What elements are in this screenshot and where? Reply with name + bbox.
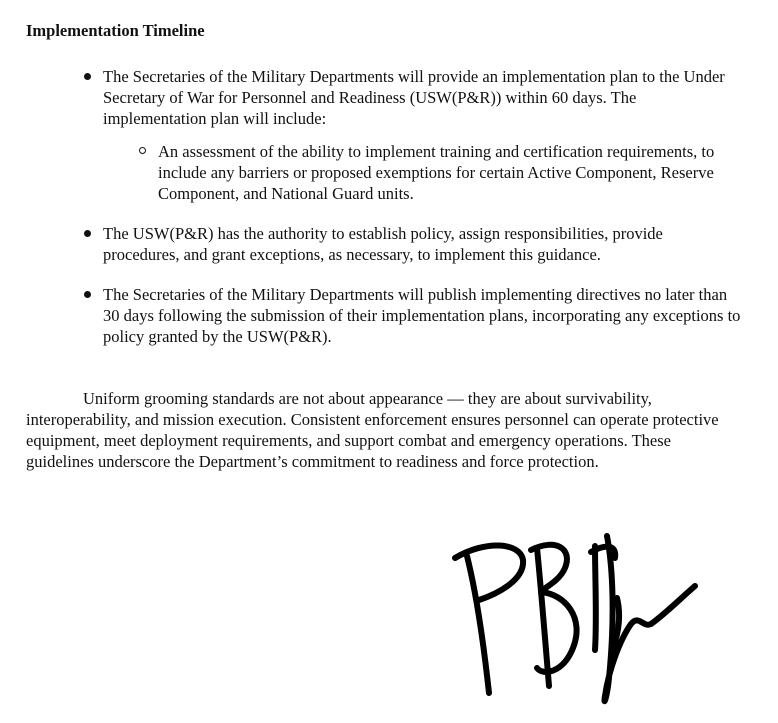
bullet-dot-icon bbox=[84, 230, 91, 237]
sub-bullet-text: An assessment of the ability to implement training and certification requirements, to include any barriers or proposed exemptions for certain Active Component, Reserve Component, and National Guard units. bbox=[158, 142, 715, 203]
section-heading: Implementation Timeline bbox=[26, 21, 205, 40]
bullet-item bbox=[0, 66, 743, 204]
hollow-circle-bullet-icon bbox=[139, 147, 146, 154]
bullet-text: The Secretaries of the Military Departments will publish implementing directives no later than 30 days following the submission of their implementation plans, incorporating any exceptions to policy granted by the USW(P&R). bbox=[103, 285, 741, 346]
bullet-list bbox=[0, 66, 778, 366]
sub-bullet-list bbox=[103, 141, 743, 204]
sub-bullet-item bbox=[158, 141, 738, 204]
closing-paragraph: Uniform grooming standards are not about appearance — they are about survivability, interoperability, and mission execution. Consistent enforcement ensures personnel can operate protective equipment, meet deployment requirements, and support combat and emergency operations. These guidelines underscore the Department’s commitment to readiness and force protection. bbox=[26, 389, 719, 471]
handwritten-signature bbox=[445, 528, 705, 713]
bullet-dot-icon bbox=[84, 291, 91, 298]
bullet-item bbox=[0, 223, 743, 265]
bullet-dot-icon bbox=[84, 73, 91, 80]
bullet-text: The USW(P&R) has the authority to establish policy, assign responsibilities, provide procedures, and grant exceptions, as necessary, to implement this guidance. bbox=[103, 224, 663, 264]
bullet-text: The Secretaries of the Military Departments will provide an implementation plan to the Under Secretary of War for Personnel and Readiness (USW(P&R)) within 60 days. The implementation plan will include: bbox=[103, 67, 725, 128]
bullet-item bbox=[0, 284, 743, 347]
